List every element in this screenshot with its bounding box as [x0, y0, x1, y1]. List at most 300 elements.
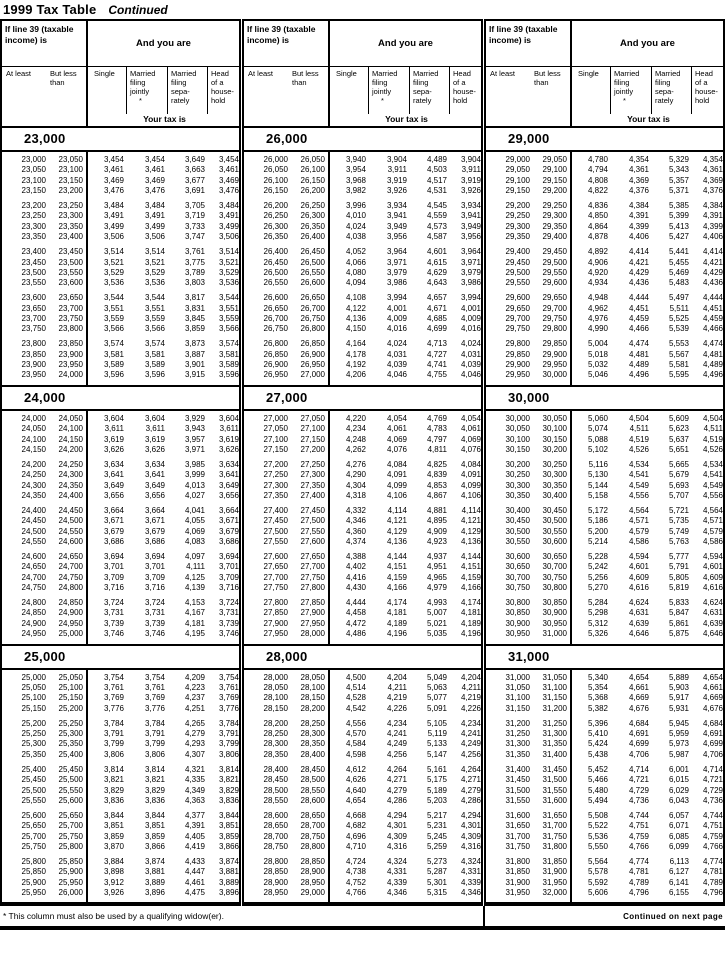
cell-married-jointly: 3,454 — [144, 155, 165, 164]
cell-but-less-than: 28,850 — [300, 856, 325, 866]
cell-married-jointly: 4,691 — [628, 729, 649, 739]
cell-but-less-than: 23,250 — [58, 201, 83, 211]
cell-married-jointly: 3,596 — [144, 370, 165, 380]
cell-at-least: 26,200 — [263, 201, 288, 211]
cell-married-separately: 3,985 — [184, 459, 205, 469]
cell-head-of-household: 3,484 — [218, 201, 239, 211]
cell-single: 3,968 — [345, 175, 366, 185]
cell-married-separately: 4,391 — [184, 821, 205, 831]
cell-married-jointly: 4,564 — [628, 505, 649, 515]
cell-married-separately: 5,133 — [426, 739, 447, 749]
cell-head-of-household: 4,196 — [460, 629, 481, 639]
cell-married-jointly: 3,686 — [144, 537, 165, 547]
cell-married-jointly: 4,661 — [628, 683, 649, 693]
cell-but-less-than: 23,400 — [58, 232, 83, 242]
cell-at-least: 26,350 — [263, 232, 288, 242]
cell-single: 4,696 — [345, 831, 366, 841]
cell-head-of-household: 4,054 — [460, 413, 481, 423]
cell-head-of-household: 3,926 — [460, 186, 481, 196]
header-label-line: sepa- — [413, 87, 432, 97]
cell-married-separately: 5,959 — [668, 729, 689, 739]
cell-at-least: 24,550 — [21, 537, 46, 547]
header-your-tax-is: Your tax is — [627, 114, 670, 124]
cell-married-jointly: 4,714 — [628, 764, 649, 774]
cell-married-jointly: 3,499 — [144, 221, 165, 231]
cell-at-least: 26,150 — [263, 186, 288, 196]
cell-at-least: 23,900 — [21, 360, 46, 370]
cell-married-jointly: 3,664 — [144, 505, 165, 515]
cell-at-least: 30,600 — [505, 552, 530, 561]
cell-at-least: 28,550 — [263, 795, 288, 805]
cell-single: 3,536 — [103, 278, 124, 288]
table-row — [2, 516, 239, 526]
cell-married-jointly: 3,491 — [144, 211, 165, 221]
cell-single: 4,276 — [345, 459, 366, 469]
cell-married-jointly: 3,926 — [386, 186, 407, 196]
section-29000 — [486, 128, 723, 387]
cell-but-less-than: 26,500 — [300, 257, 325, 267]
table-row — [244, 796, 481, 806]
cell-married-separately: 4,727 — [426, 349, 447, 359]
cell-single: 5,186 — [587, 516, 608, 526]
cell-head-of-household: 4,249 — [460, 739, 481, 749]
cell-married-separately: 3,789 — [184, 267, 205, 277]
cell-at-least: 30,700 — [505, 572, 530, 582]
cell-at-least: 30,000 — [505, 413, 530, 423]
cell-married-jointly: 3,581 — [144, 349, 165, 359]
cell-single: 4,038 — [345, 232, 366, 242]
table-row — [2, 775, 239, 785]
cell-at-least: 28,950 — [263, 888, 288, 898]
header-label-line: Single — [578, 69, 599, 78]
cell-married-separately: 4,125 — [184, 572, 205, 582]
table-row — [2, 201, 239, 211]
cell-married-separately: 5,077 — [426, 693, 447, 703]
cell-married-separately: 6,099 — [668, 841, 689, 851]
cell-single: 5,284 — [587, 598, 608, 608]
cell-head-of-household: 4,301 — [460, 821, 481, 831]
header-label-line: Head — [211, 69, 229, 78]
table-row — [2, 176, 239, 186]
cell-single: 3,884 — [103, 856, 124, 866]
header-at-least: At least — [6, 69, 32, 78]
cell-head-of-household: 3,544 — [218, 293, 239, 303]
cell-married-separately: 3,817 — [184, 293, 205, 303]
cell-at-least: 30,200 — [505, 459, 530, 469]
cell-at-least: 27,950 — [263, 629, 288, 639]
table-row — [486, 222, 723, 232]
cell-married-jointly: 4,039 — [386, 360, 407, 370]
header-single — [330, 67, 368, 114]
cell-at-least: 23,400 — [21, 247, 46, 257]
cell-at-least: 30,850 — [505, 608, 530, 618]
cell-married-separately: 4,657 — [426, 293, 447, 303]
cell-at-least: 28,250 — [263, 729, 288, 739]
table-row — [244, 370, 481, 380]
header-label-line: Head — [453, 69, 471, 78]
cell-but-less-than: 28,700 — [300, 821, 325, 831]
cell-head-of-household: 4,106 — [460, 491, 481, 501]
cell-married-jointly: 4,324 — [386, 856, 407, 866]
table-row — [486, 176, 723, 186]
cell-married-jointly: 3,911 — [387, 165, 407, 175]
cell-married-separately: 3,691 — [184, 186, 205, 196]
cell-head-of-household: 4,541 — [702, 470, 723, 480]
cell-single: 4,486 — [345, 629, 366, 639]
cell-but-less-than: 24,100 — [58, 424, 83, 434]
table-row — [486, 719, 723, 729]
cell-single: 5,144 — [587, 480, 608, 490]
cell-married-jointly: 3,649 — [144, 480, 165, 490]
table-row — [486, 165, 723, 175]
cell-married-jointly: 4,421 — [628, 257, 649, 267]
section-30000 — [486, 387, 723, 646]
section-data — [2, 411, 239, 646]
cell-married-separately: 4,055 — [184, 516, 205, 526]
cell-head-of-household: 3,919 — [460, 175, 481, 185]
cell-married-separately: 5,721 — [668, 505, 689, 515]
cell-married-separately: 5,189 — [426, 785, 447, 795]
cell-single: 4,976 — [587, 313, 608, 323]
cell-married-jointly: 3,866 — [144, 841, 165, 851]
cell-married-jointly: 4,504 — [628, 413, 649, 423]
cell-married-separately: 5,749 — [668, 526, 689, 536]
cell-but-less-than: 25,000 — [58, 629, 83, 639]
cell-married-separately: 4,419 — [184, 841, 205, 851]
cell-married-jointly: 3,731 — [144, 608, 165, 618]
cell-married-jointly: 4,796 — [628, 888, 649, 898]
table-row — [244, 842, 481, 852]
cell-married-jointly: 4,196 — [386, 629, 407, 639]
cell-at-least: 27,450 — [263, 516, 288, 526]
table-row — [2, 786, 239, 796]
table-row — [2, 729, 239, 739]
cell-single: 4,416 — [345, 572, 366, 582]
cell-married-separately: 4,433 — [184, 856, 205, 866]
table-row — [486, 186, 723, 196]
table-row — [244, 247, 481, 257]
cell-married-separately: 5,581 — [668, 360, 689, 370]
cell-married-separately: 4,895 — [426, 516, 447, 526]
cell-at-least: 31,750 — [505, 841, 530, 851]
cell-single: 5,214 — [587, 537, 608, 547]
cell-head-of-household: 4,421 — [702, 257, 723, 267]
panel-header-row2 — [244, 67, 481, 128]
cell-married-jointly: 3,971 — [386, 257, 407, 267]
cell-but-less-than: 28,150 — [300, 693, 325, 703]
table-row — [486, 821, 723, 831]
cell-at-least: 31,700 — [505, 831, 530, 841]
cell-at-least: 30,500 — [505, 526, 530, 536]
cell-at-least: 23,500 — [21, 267, 46, 277]
cell-but-less-than: 25,450 — [58, 764, 83, 774]
cell-married-separately: 4,769 — [426, 413, 447, 423]
cell-married-jointly: 3,619 — [144, 434, 165, 444]
cell-married-jointly: 4,099 — [386, 480, 407, 490]
cell-but-less-than: 27,050 — [300, 413, 325, 423]
header-at-least: At least — [248, 69, 274, 78]
cell-married-jointly: 3,949 — [386, 221, 407, 231]
row-group — [244, 339, 481, 381]
cell-head-of-household: 3,626 — [218, 444, 239, 454]
row-group — [2, 414, 239, 456]
cell-head-of-household: 4,091 — [460, 470, 481, 480]
table-row — [2, 293, 239, 303]
table-row — [244, 186, 481, 196]
header-label-line: house- — [453, 87, 476, 97]
cell-at-least: 29,500 — [505, 267, 530, 277]
cell-at-least: 30,350 — [505, 491, 530, 501]
cell-at-least: 28,500 — [263, 785, 288, 795]
cell-head-of-household: 3,836 — [218, 795, 239, 805]
cell-single: 3,454 — [103, 155, 124, 164]
table-row — [2, 435, 239, 445]
cell-married-jointly: 4,789 — [628, 877, 649, 887]
cell-but-less-than: 28,800 — [300, 841, 325, 851]
cell-single: 4,290 — [345, 470, 366, 480]
table-row — [486, 445, 723, 455]
cell-but-less-than: 30,000 — [542, 370, 567, 380]
header-label-line: filing — [372, 78, 388, 88]
cell-single: 5,480 — [587, 785, 608, 795]
table-row — [2, 155, 239, 165]
cell-head-of-household: 3,949 — [460, 221, 481, 231]
cell-single: 4,850 — [587, 211, 608, 221]
cell-single: 4,346 — [345, 516, 366, 526]
cell-but-less-than: 31,350 — [542, 739, 567, 749]
cell-but-less-than: 24,000 — [58, 370, 83, 380]
header-label-line: Single — [336, 69, 357, 78]
cell-but-less-than: 29,250 — [542, 201, 567, 211]
cell-married-separately: 3,943 — [184, 424, 205, 434]
cell-at-least: 29,000 — [505, 155, 530, 164]
cell-head-of-household: 3,619 — [218, 434, 239, 444]
cell-head-of-household: 3,739 — [218, 618, 239, 628]
cell-head-of-household: 4,061 — [460, 424, 481, 434]
cell-at-least: 25,500 — [21, 785, 46, 795]
header-label-line: hold — [453, 96, 468, 106]
cell-married-jointly: 3,784 — [144, 718, 165, 728]
cell-at-least: 28,900 — [263, 877, 288, 887]
table-row — [2, 339, 239, 349]
cell-married-separately: 5,777 — [668, 552, 689, 561]
cell-but-less-than: 31,750 — [542, 831, 567, 841]
cell-but-less-than: 27,150 — [300, 434, 325, 444]
cell-but-less-than: 25,350 — [58, 739, 83, 749]
table-row — [2, 222, 239, 232]
table-row — [2, 796, 239, 806]
table-row — [486, 339, 723, 349]
header-label-line: rately — [171, 96, 190, 106]
table-row — [486, 470, 723, 480]
cell-but-less-than: 25,550 — [58, 785, 83, 795]
cell-but-less-than: 24,300 — [58, 470, 83, 480]
row-group — [244, 506, 481, 548]
cell-at-least: 24,300 — [21, 480, 46, 490]
cell-but-less-than: 29,200 — [542, 186, 567, 196]
cell-but-less-than: 31,900 — [542, 867, 567, 877]
table-row — [486, 304, 723, 314]
cell-married-separately: 4,699 — [426, 324, 447, 334]
cell-married-separately: 5,665 — [668, 459, 689, 469]
cell-head-of-household: 4,451 — [702, 303, 723, 313]
cell-single: 5,550 — [587, 841, 608, 851]
cell-single: 4,598 — [345, 749, 366, 759]
cell-head-of-household: 4,376 — [702, 186, 723, 196]
cell-head-of-household: 3,761 — [218, 683, 239, 693]
cell-but-less-than: 29,800 — [542, 324, 567, 334]
table-row — [244, 460, 481, 470]
cell-married-separately: 4,475 — [184, 888, 205, 898]
cell-married-separately: 5,147 — [426, 749, 447, 759]
cell-but-less-than: 30,100 — [542, 424, 567, 434]
cell-at-least: 28,100 — [263, 693, 288, 703]
cell-single: 4,892 — [587, 247, 608, 257]
table-row — [486, 739, 723, 749]
cell-married-separately: 3,929 — [184, 413, 205, 423]
table-row — [2, 350, 239, 360]
cell-but-less-than: 31,800 — [542, 841, 567, 851]
cell-at-least: 28,450 — [263, 775, 288, 785]
cell-single: 3,821 — [103, 775, 124, 785]
cell-head-of-household: 4,459 — [702, 313, 723, 323]
cell-but-less-than: 31,050 — [542, 672, 567, 682]
cell-head-of-household: 4,001 — [460, 303, 481, 313]
cell-single: 4,136 — [345, 313, 366, 323]
cell-married-jointly: 4,069 — [386, 434, 407, 444]
table-row — [2, 867, 239, 877]
cell-but-less-than: 24,350 — [58, 480, 83, 490]
cell-single: 3,709 — [103, 572, 124, 582]
cell-married-separately: 5,525 — [668, 313, 689, 323]
cell-single: 3,574 — [103, 339, 124, 349]
cell-single: 5,326 — [587, 629, 608, 639]
cell-single: 5,452 — [587, 764, 608, 774]
cell-single: 5,046 — [587, 370, 608, 380]
cell-at-least: 31,500 — [505, 785, 530, 795]
cell-but-less-than: 31,550 — [542, 785, 567, 795]
cell-head-of-household: 3,911 — [461, 165, 481, 175]
header-label-line: filing — [130, 78, 146, 88]
cell-married-jointly: 4,151 — [386, 562, 407, 572]
table-row — [2, 693, 239, 703]
table-row — [244, 878, 481, 888]
cell-head-of-household: 3,821 — [218, 775, 239, 785]
cell-head-of-household: 3,731 — [218, 608, 239, 618]
cell-married-separately: 4,195 — [184, 629, 205, 639]
table-row — [244, 821, 481, 831]
cell-head-of-household: 3,634 — [218, 459, 239, 469]
cell-head-of-household: 4,631 — [702, 608, 723, 618]
cell-but-less-than: 26,950 — [300, 360, 325, 370]
header-label-line: Married — [372, 69, 398, 78]
panel-header-row1 — [244, 21, 481, 67]
cell-married-jointly: 4,316 — [386, 841, 407, 851]
section-31000 — [486, 646, 723, 905]
header-label-line: house- — [211, 87, 234, 97]
cell-married-jointly: 4,114 — [387, 505, 407, 515]
cell-but-less-than: 29,500 — [542, 257, 567, 267]
header-filing-statuses — [572, 67, 725, 114]
cell-single: 3,754 — [103, 672, 124, 682]
cell-married-separately: 5,105 — [426, 718, 447, 728]
cell-married-separately: 4,503 — [426, 165, 447, 175]
cell-head-of-household: 4,114 — [461, 505, 481, 515]
cell-single: 4,584 — [345, 739, 366, 749]
cell-head-of-household: 3,559 — [218, 313, 239, 323]
cell-but-less-than: 30,900 — [542, 608, 567, 618]
header-filing-region — [86, 67, 241, 126]
cell-at-least: 28,750 — [263, 841, 288, 851]
header-label-line: jointly — [372, 87, 392, 97]
cell-single: 4,458 — [345, 608, 366, 618]
cell-at-least: 24,650 — [21, 562, 46, 572]
cell-but-less-than: 24,400 — [58, 491, 83, 501]
tax-panel-2 — [242, 19, 483, 906]
header-label-line: jointly — [614, 87, 634, 97]
cell-but-less-than: 23,450 — [58, 247, 83, 257]
cell-single: 5,242 — [587, 562, 608, 572]
cell-single: 4,472 — [345, 618, 366, 628]
cell-at-least: 31,350 — [505, 749, 530, 759]
cell-married-jointly: 4,369 — [628, 175, 649, 185]
continued-note: Continued on next page — [483, 906, 725, 926]
cell-married-separately: 3,859 — [184, 324, 205, 334]
cell-married-jointly: 3,604 — [144, 413, 165, 423]
cell-but-less-than: 31,400 — [542, 749, 567, 759]
cell-at-least: 25,750 — [21, 841, 46, 851]
cell-married-jointly: 3,994 — [386, 293, 407, 303]
cell-at-least: 25,200 — [21, 718, 46, 728]
cell-at-least: 25,400 — [21, 764, 46, 774]
section-label: 24,000 — [2, 387, 239, 411]
cell-head-of-household: 4,759 — [702, 831, 723, 841]
section-data — [244, 152, 481, 387]
cell-single: 5,060 — [587, 413, 608, 423]
cell-head-of-household: 3,641 — [218, 470, 239, 480]
cell-at-least: 24,700 — [21, 572, 46, 582]
header-your-tax-is: Your tax is — [385, 114, 428, 124]
table-row — [2, 278, 239, 288]
cell-single: 4,094 — [345, 278, 366, 288]
cell-but-less-than: 24,250 — [58, 459, 83, 469]
header-income-label: If line 39 (taxable income) is — [247, 24, 316, 46]
table-row — [2, 165, 239, 175]
cell-single: 4,514 — [345, 683, 366, 693]
cell-at-least: 26,500 — [263, 267, 288, 277]
cell-single: 3,671 — [103, 516, 124, 526]
header-label-line: Single — [94, 69, 115, 78]
table-row — [244, 750, 481, 760]
table-row — [2, 258, 239, 268]
cell-married-separately: 5,049 — [426, 672, 447, 682]
cell-married-separately: 4,335 — [184, 775, 205, 785]
cell-but-less-than: 29,650 — [542, 293, 567, 303]
cell-head-of-household: 4,241 — [460, 729, 481, 739]
cell-married-jointly: 4,301 — [386, 821, 407, 831]
cell-single: 5,158 — [587, 491, 608, 501]
cell-head-of-household: 3,521 — [218, 257, 239, 267]
cell-but-less-than: 28,000 — [300, 629, 325, 639]
cell-at-least: 29,650 — [505, 303, 530, 313]
row-group — [486, 414, 723, 456]
cell-at-least: 31,150 — [505, 703, 530, 713]
cell-single: 3,649 — [103, 480, 124, 490]
cell-but-less-than: 29,750 — [542, 313, 567, 323]
cell-head-of-household: 4,534 — [702, 459, 723, 469]
cell-but-less-than: 29,100 — [542, 165, 567, 175]
cell-married-separately: 4,097 — [184, 552, 205, 561]
